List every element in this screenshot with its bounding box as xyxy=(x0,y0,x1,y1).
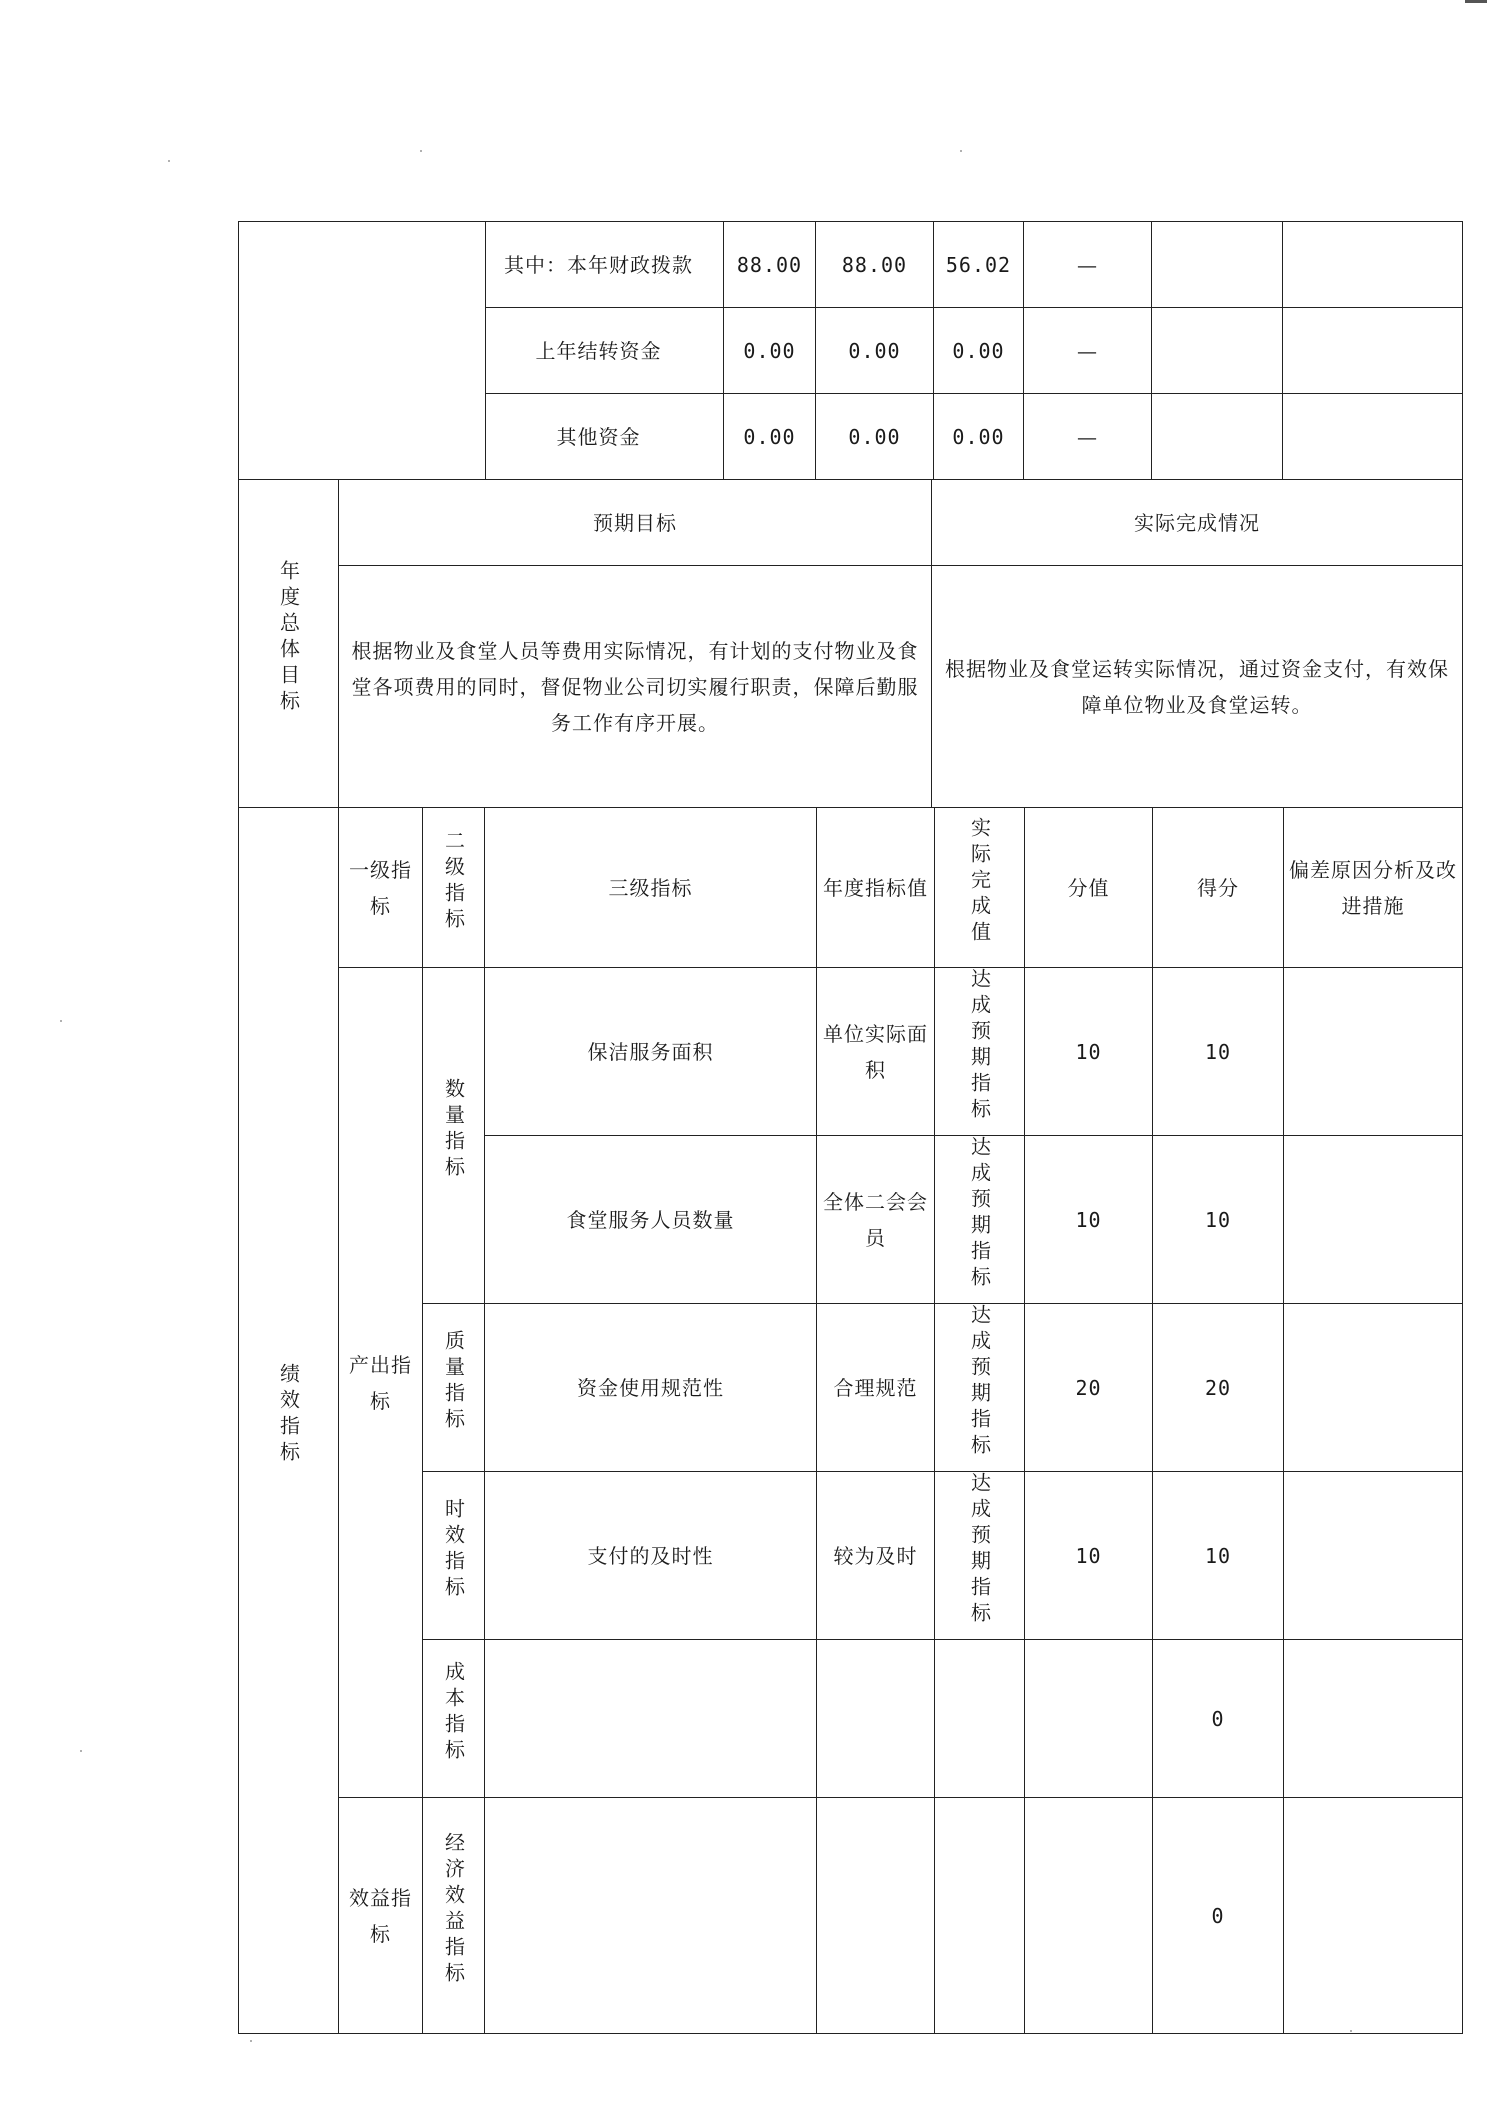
funding-value-1: 88.00 xyxy=(724,222,816,308)
deviation-cell xyxy=(1284,1304,1463,1472)
level3-indicator xyxy=(485,1640,817,1798)
category-quantity xyxy=(423,968,485,1304)
deviation-cell xyxy=(1284,1136,1463,1304)
level3-indicator xyxy=(485,1798,817,2034)
funding-dash: — xyxy=(1024,394,1152,480)
target-value xyxy=(817,1798,935,2034)
score-value: 10 xyxy=(1025,968,1153,1136)
score-got: 0 xyxy=(1153,1798,1284,2034)
actual-value xyxy=(935,1304,1025,1472)
category-timeliness-text: 时效指标 xyxy=(441,1498,466,1602)
level1-output: 产出指标 xyxy=(339,968,423,1798)
funding-value-2: 0.00 xyxy=(816,394,934,480)
header-level3: 三级指标 xyxy=(485,808,817,968)
target-value: 较为及时 xyxy=(817,1472,935,1640)
category-quality xyxy=(423,1304,485,1472)
actual-completion-text: 根据物业及食堂运转实际情况，通过资金支付，有效保障单位物业及食堂运转。 xyxy=(932,566,1463,808)
category-economic-text: 经济效益指标 xyxy=(441,1832,466,1988)
funding-value-3: 56.02 xyxy=(934,222,1024,308)
header-actual xyxy=(935,808,1025,968)
score-got: 10 xyxy=(1153,1136,1284,1304)
score-value: 10 xyxy=(1025,1472,1153,1640)
funding-value-3: 0.00 xyxy=(934,308,1024,394)
annual-goal-section-label xyxy=(239,480,339,808)
funding-table xyxy=(238,221,1463,480)
actual-value-text: 达成预期指标 xyxy=(967,968,992,1124)
actual-value xyxy=(935,1640,1025,1798)
annual-goal-table xyxy=(238,479,1463,808)
scan-edge-mark xyxy=(1465,0,1487,9)
score-value xyxy=(1025,1640,1153,1798)
funding-empty xyxy=(1283,308,1463,394)
funding-empty xyxy=(1152,394,1283,480)
scan-speck xyxy=(168,160,170,162)
actual-value-text: 达成预期指标 xyxy=(967,1304,992,1460)
header-level2 xyxy=(423,808,485,968)
funding-empty xyxy=(1152,308,1283,394)
actual-value xyxy=(935,1798,1025,2034)
header-level1: 一级指标 xyxy=(339,808,423,968)
expected-goal-text: 根据物业及食堂人员等费用实际情况，有计划的支付物业及食堂各项费用的同时，督促物业公司切实履行职责，保障后勤服务工作有序开展。 xyxy=(339,566,932,808)
category-cost xyxy=(423,1640,485,1798)
funding-dash: — xyxy=(1024,308,1152,394)
level3-indicator: 资金使用规范性 xyxy=(485,1304,817,1472)
actual-value xyxy=(935,968,1025,1136)
funding-empty xyxy=(1283,222,1463,308)
score-value: 20 xyxy=(1025,1304,1153,1472)
actual-value xyxy=(935,1472,1025,1640)
category-quality-text: 质量指标 xyxy=(441,1330,466,1434)
scan-speck xyxy=(420,150,422,152)
funding-label: 上年结转资金 xyxy=(486,308,724,394)
scan-speck xyxy=(960,150,962,152)
actual-value xyxy=(935,1136,1025,1304)
funding-value-1: 0.00 xyxy=(724,308,816,394)
level3-indicator: 支付的及时性 xyxy=(485,1472,817,1640)
header-target: 年度指标值 xyxy=(817,808,935,968)
expected-goal-header: 预期目标 xyxy=(339,480,932,566)
header-level2-text: 二级指标 xyxy=(441,830,466,934)
header-score-value: 分值 xyxy=(1025,808,1153,968)
funding-empty xyxy=(1152,222,1283,308)
target-value xyxy=(817,1640,935,1798)
funding-dash: — xyxy=(1024,222,1152,308)
header-score-got: 得分 xyxy=(1153,808,1284,968)
funding-blank-cell xyxy=(239,222,486,480)
funding-label: 其他资金 xyxy=(486,394,724,480)
category-timeliness xyxy=(423,1472,485,1640)
score-got: 10 xyxy=(1153,968,1284,1136)
target-value: 全体二会会员 xyxy=(817,1136,935,1304)
scan-speck xyxy=(250,2040,252,2042)
funding-value-3: 0.00 xyxy=(934,394,1024,480)
funding-value-2: 88.00 xyxy=(816,222,934,308)
actual-completion-header: 实际完成情况 xyxy=(932,480,1463,566)
funding-empty xyxy=(1283,394,1463,480)
deviation-cell xyxy=(1284,1472,1463,1640)
performance-section-label xyxy=(239,808,339,2034)
funding-value-2: 0.00 xyxy=(816,308,934,394)
score-got: 0 xyxy=(1153,1640,1284,1798)
deviation-cell xyxy=(1284,968,1463,1136)
level3-indicator: 食堂服务人员数量 xyxy=(485,1136,817,1304)
deviation-cell xyxy=(1284,1798,1463,2034)
header-actual-text: 实际完成值 xyxy=(967,817,992,947)
deviation-cell xyxy=(1284,1640,1463,1798)
actual-value-text: 达成预期指标 xyxy=(967,1472,992,1628)
scan-speck xyxy=(60,1020,62,1022)
funding-label: 其中：本年财政拨款 xyxy=(486,222,724,308)
funding-value-1: 0.00 xyxy=(724,394,816,480)
target-value: 合理规范 xyxy=(817,1304,935,1472)
category-quantity-text: 数量指标 xyxy=(441,1078,466,1182)
score-got: 10 xyxy=(1153,1472,1284,1640)
target-value: 单位实际面积 xyxy=(817,968,935,1136)
scan-speck xyxy=(80,1750,82,1752)
category-cost-text: 成本指标 xyxy=(441,1661,466,1765)
score-got: 20 xyxy=(1153,1304,1284,1472)
level3-indicator: 保洁服务面积 xyxy=(485,968,817,1136)
performance-label-text: 绩效指标 xyxy=(276,1363,301,1467)
category-economic xyxy=(423,1798,485,2034)
score-value: 10 xyxy=(1025,1136,1153,1304)
level1-benefit: 效益指标 xyxy=(339,1798,423,2034)
score-value xyxy=(1025,1798,1153,2034)
actual-value-text: 达成预期指标 xyxy=(967,1136,992,1292)
annual-goal-label-text: 年度总体目标 xyxy=(276,560,301,716)
performance-table xyxy=(238,807,1463,2034)
header-deviation: 偏差原因分析及改进措施 xyxy=(1284,808,1463,968)
